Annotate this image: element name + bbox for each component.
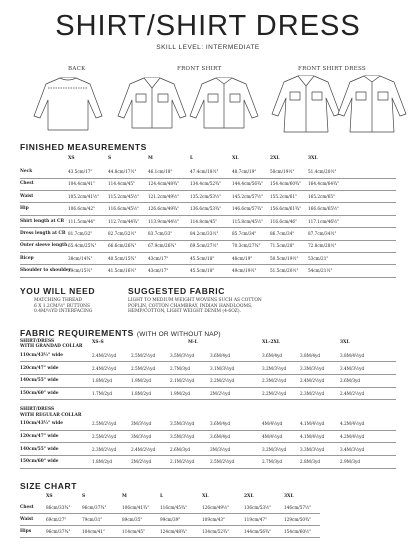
finished-cell: 115.2cm/45½" xyxy=(108,193,140,199)
requirements-cell: 2.8M/3yd xyxy=(300,459,321,465)
requirements-row-label: 140cm/55" wide xyxy=(20,446,59,452)
finished-row-label: Dress length at CB xyxy=(20,231,66,236)
finished-cell: 166.6cm/65½" xyxy=(308,206,340,212)
finished-cell: 164.4cm/64¾" xyxy=(308,181,340,187)
row-divider xyxy=(20,215,396,216)
you-will-need-heading: YOU WILL NEED xyxy=(20,286,96,296)
need-item: 0.4M/½YD INTERFACING xyxy=(34,309,93,314)
view-label-front-shirt: FRONT SHIRT xyxy=(177,66,222,72)
requirements-cell: 2M/2½yd xyxy=(131,459,152,465)
requirements-cell: 4M/4½yd xyxy=(262,421,283,427)
finished-cell: 70.3cm/27¾" xyxy=(232,243,261,249)
size-chart-cell: 136cm/53½" xyxy=(244,505,272,510)
requirements-group-title: SHIRT/DRESS xyxy=(20,339,55,344)
row-divider xyxy=(20,537,320,538)
finished-cell: 134.4cm/52¾" xyxy=(190,181,222,187)
size-chart-header: XS xyxy=(46,494,53,499)
finished-cell: 69.5cm/27½" xyxy=(190,243,219,249)
size-chart-heading: SIZE CHART xyxy=(20,481,77,491)
requirements-cell: 1.8M/2yd xyxy=(92,459,113,465)
requirements-cell: 1.7M/2yd xyxy=(92,390,113,396)
finished-cell: 145.2cm/57½" xyxy=(232,193,264,199)
requirements-cell: 2.3M/2½yd xyxy=(262,378,287,384)
requirements-cell: 2.3M/2½yd xyxy=(92,446,117,452)
finished-row-label: Outer sleeve length xyxy=(20,243,68,249)
finished-row-label: Shirt length at CB xyxy=(20,218,65,224)
row-divider xyxy=(20,374,396,375)
requirements-cell: 2.5M/2½yd xyxy=(210,459,235,465)
requirements-cell: 2.5M/2½yd xyxy=(92,434,117,439)
suggested-fabric-heading: SUGGESTED FABRIC xyxy=(128,286,225,296)
finished-cell: 112.7cm/44¾" xyxy=(108,218,140,224)
finished-cell: 48.7cm/19" xyxy=(232,169,257,174)
requirements-cell: 2.4M/2½yd xyxy=(92,365,117,371)
finished-cell: 66.6cm/26¾" xyxy=(108,243,137,249)
fabric-requirements-note: (WITH OR WITHOUT NAP) xyxy=(136,331,221,338)
row-divider xyxy=(20,227,396,228)
finished-cell: 54cm/21½" xyxy=(308,268,333,274)
finished-size-header: L xyxy=(190,156,194,161)
requirements-cell: 2.4M/2½yd xyxy=(340,390,365,396)
finished-cell: 84.2cm/33½" xyxy=(190,231,219,236)
finished-cell: 165.2cm/65" xyxy=(308,193,335,199)
size-chart-cell: 96cm/37¾" xyxy=(46,529,71,534)
finished-cell: 45.5cm/18" xyxy=(190,255,215,261)
finished-cell: 50.5cm/19½" xyxy=(270,255,299,261)
size-chart-row-label: Waist xyxy=(20,517,34,522)
row-divider xyxy=(20,442,396,443)
finished-cell: 156.6cm/61¾" xyxy=(270,206,302,212)
finished-row-label: Chest xyxy=(20,181,34,187)
requirements-cell: 4.1M/4½yd xyxy=(300,421,325,427)
requirements-cell: 2.7M/3yd xyxy=(262,459,283,465)
requirements-cell: 3.2M/3½yd xyxy=(262,446,287,452)
requirements-cell: 2.6M/3yd xyxy=(170,446,191,452)
size-chart-cell: 86cm/33¾" xyxy=(46,505,71,510)
requirements-cell: 1.8M/2yd xyxy=(131,390,152,396)
requirements-cell: 3.5M/3½yd xyxy=(170,434,195,439)
requirements-row-label: 150cm/60" wide xyxy=(20,390,59,396)
finished-cell: 85.7cm/34" xyxy=(232,231,257,236)
requirements-group-title: WITH REGULAR COLLAR xyxy=(20,412,82,418)
page-title: SHIRT/SHIRT DRESS xyxy=(55,10,361,42)
fabric-requirements-heading xyxy=(20,328,221,338)
garment-illustrations xyxy=(18,72,408,134)
row-divider xyxy=(20,399,396,400)
row-divider xyxy=(20,455,396,456)
requirements-cell: 2.4M/2½yd xyxy=(300,378,325,384)
finished-cell: 40.5cm/15¾" xyxy=(108,255,137,261)
requirements-cell: 3.6M/4yd xyxy=(210,353,231,358)
requirements-row-label: 140cm/55" wide xyxy=(20,378,59,384)
finished-size-header: 2XL xyxy=(270,156,280,161)
size-chart-cell: 126cm/49½" xyxy=(202,505,230,510)
requirements-size-header: XS-S xyxy=(92,340,104,345)
shirt-back-illustration xyxy=(34,78,102,130)
requirements-cell: 2.5M/2½yd xyxy=(92,421,117,427)
finished-cell: 105.2cm/41½" xyxy=(68,193,100,199)
requirements-size-header: M-L xyxy=(188,340,198,345)
requirements-cell: 2.1M/2½yd xyxy=(170,459,195,465)
row-divider xyxy=(20,202,396,203)
size-chart-cell: 96cm/37¾" xyxy=(82,505,107,510)
finished-cell: 111.5cm/44" xyxy=(68,218,95,224)
requirements-cell: 4.1M/4½yd xyxy=(300,434,325,439)
finished-size-header: S xyxy=(108,156,112,161)
requirements-cell: 2.5M/2½yd xyxy=(131,365,156,371)
size-chart-cell: 129cm/50¾" xyxy=(284,517,312,522)
requirements-size-header: 3XL xyxy=(340,340,350,345)
finished-cell: 53cm/21" xyxy=(308,255,329,261)
front-shirt-dress-illustration-1 xyxy=(272,76,340,132)
finished-cell: 38cm/14¾" xyxy=(68,255,93,261)
size-chart-row-label: Chest xyxy=(20,505,34,510)
finished-cell: 124.4cm/48¾" xyxy=(148,181,180,187)
finished-cell: 82.7cm/32½" xyxy=(108,231,137,236)
size-chart-cell: 109cm/43" xyxy=(202,517,225,522)
finished-size-header: XL xyxy=(232,156,239,161)
finished-cell: 50cm/19½" xyxy=(270,169,295,174)
fabric-requirements-title: FABRIC REQUIREMENTS xyxy=(20,328,134,338)
size-chart-header: S xyxy=(82,494,86,499)
finished-cell: 49cm/19½" xyxy=(232,268,257,274)
finished-cell: 136.6cm/53¾" xyxy=(190,206,222,212)
requirements-cell: 3.4M/3½yd xyxy=(340,446,365,452)
finished-cell: 43cm/17" xyxy=(148,268,169,274)
requirements-cell: 3M/3½yd xyxy=(131,421,152,427)
finished-cell: 39cm/15½" xyxy=(68,268,93,274)
skill-level: SKILL LEVEL: INTERMEDIATE xyxy=(156,44,260,51)
requirements-row-label: 110cm/43½" wide xyxy=(20,353,63,358)
requirements-cell: 2.3M/2½yd xyxy=(300,390,325,396)
row-divider xyxy=(20,525,320,526)
requirements-row-label: 120cm/47" wide xyxy=(20,365,59,371)
finished-cell: 104.4cm/41" xyxy=(68,181,95,187)
finished-cell: 154.4cm/60¾" xyxy=(270,181,302,187)
requirements-row-label: 110cm/43½" wide xyxy=(20,421,63,427)
finished-size-header: M xyxy=(148,156,153,161)
front-shirt-illustration-1 xyxy=(118,78,186,128)
requirements-group-title: SHIRT/DRESS xyxy=(20,407,55,413)
requirements-cell: 1.8M/2yd xyxy=(92,378,113,384)
view-label-front-shirt-dress: FRONT SHIRT DRESS xyxy=(298,66,366,72)
requirements-cell: 3M/3½yd xyxy=(131,434,152,439)
requirements-cell: 3.6M/4yd xyxy=(210,421,231,427)
finished-cell: 67.9cm/26¾" xyxy=(148,243,177,249)
size-chart-cell: 89cm/35" xyxy=(122,517,143,522)
requirements-cell: 3.8M/4½yd xyxy=(340,353,365,358)
finished-cell: 45.5cm/18" xyxy=(190,268,215,274)
row-divider xyxy=(20,361,396,362)
fabric-line: POPLIN, COTTON CHAMBRAY, INDIAN HANDLOOMS, xyxy=(128,303,253,309)
finished-cell: 146.6cm/57¾" xyxy=(232,206,264,212)
row-divider xyxy=(20,468,396,469)
size-chart-header: 2XL xyxy=(244,494,254,499)
requirements-cell: 3.6M/4yd xyxy=(210,434,231,439)
size-chart-cell: 146cm/57½" xyxy=(284,505,312,510)
row-divider xyxy=(20,240,396,241)
requirements-cell: 3.3M/3½yd xyxy=(300,446,325,452)
finished-cell: 65.4cm/25¾" xyxy=(68,243,97,249)
view-label-back: BACK xyxy=(68,66,86,72)
finished-cell: 48cm/19" xyxy=(232,255,253,261)
finished-cell: 81.7cm/32" xyxy=(68,231,93,236)
finished-cell: 86.7cm/34" xyxy=(270,231,295,236)
finished-cell: 51.4cm/20½" xyxy=(308,169,337,174)
finished-cell: 121.2cm/49½" xyxy=(148,193,180,199)
requirements-cell: 1.9M/2yd xyxy=(170,390,191,396)
size-chart-cell: 69cm/27" xyxy=(46,517,67,522)
finished-cell: 51.5cm/20½" xyxy=(270,268,299,274)
size-chart-row-label: Hips xyxy=(20,529,32,534)
finished-cell: 113.9cm/44½" xyxy=(148,218,180,224)
fabric-line: LIGHT TO MEDIUM WEIGHT WOVENS SUCH AS COTTON xyxy=(128,298,262,303)
finished-cell: 115.8cm/45½" xyxy=(232,218,264,224)
size-chart-header: M xyxy=(122,494,127,499)
row-divider xyxy=(20,277,396,278)
size-chart-cell: 106cm/41¾" xyxy=(122,505,150,510)
requirements-cell: 3.5M/3½yd xyxy=(170,421,195,427)
requirements-cell: 3M/3½yd xyxy=(210,446,231,452)
fabric-line: HEMP/COTTON, LIGHT WEIGHT DENIM (4-6OZ). xyxy=(128,309,241,314)
finished-cell: 144.4cm/56¾" xyxy=(232,181,264,187)
finished-size-header: 3XL xyxy=(308,156,318,161)
finished-cell: 43cm/17" xyxy=(148,255,169,261)
row-divider xyxy=(20,178,396,179)
finished-row-label: Hip xyxy=(20,206,29,212)
size-chart-header: L xyxy=(160,494,164,499)
size-chart-cell: 154cm/60½" xyxy=(284,529,312,534)
size-chart-cell: 119cm/47" xyxy=(244,517,267,522)
finished-cell: 46.1cm/18" xyxy=(148,169,173,174)
finished-measurements-heading: FINISHED MEASUREMENTS xyxy=(20,142,147,152)
requirements-cell: 2.2M/2½yd xyxy=(262,390,287,396)
front-shirt-dress-illustration-2 xyxy=(338,76,406,132)
finished-cell: 155.2cm/61" xyxy=(270,193,297,199)
finished-row-label: Shoulder to shoulder xyxy=(20,268,71,274)
requirements-cell: 3.4M/3½yd xyxy=(340,365,365,371)
requirements-cell: 4.2M/4½yd xyxy=(340,434,365,439)
finished-cell: 126.6cm/49¾" xyxy=(148,206,180,212)
requirements-cell: 1.9M/2yd xyxy=(131,378,152,384)
size-chart-cell: 116cm/45¾" xyxy=(160,505,188,510)
requirements-row-label: 120cm/47" wide xyxy=(20,434,59,439)
finished-cell: 135.2cm/53½" xyxy=(190,193,222,199)
requirements-cell: 2.5M/2½yd xyxy=(131,353,156,358)
requirements-cell: 4M/4½yd xyxy=(262,434,283,439)
requirements-cell: 2.1M/2½yd xyxy=(170,378,195,384)
finished-cell: 106.6cm/42" xyxy=(68,206,95,212)
size-chart-cell: 99cm/39" xyxy=(160,517,181,522)
requirements-cell: 3.1M/3½yd xyxy=(210,365,235,371)
finished-row-label: Waist xyxy=(20,193,34,199)
finished-cell: 41.5cm/16½" xyxy=(108,268,137,274)
requirements-cell: 2M/2½yd xyxy=(210,390,231,396)
requirements-cell: 2.4M/2½yd xyxy=(92,353,117,358)
finished-cell: 47.4cm/18½" xyxy=(190,169,219,174)
requirements-cell: 4.2M/4½yd xyxy=(340,421,365,427)
finished-cell: 72.8cm/28½" xyxy=(308,243,337,249)
size-chart-header: XL xyxy=(202,494,209,499)
size-chart-cell: 104cm/41" xyxy=(82,529,105,534)
requirements-cell: 3.8M/4yd xyxy=(300,353,321,358)
size-chart-header: 3XL xyxy=(284,494,294,499)
finished-row-label: Neck xyxy=(20,169,33,174)
finished-cell: 87.7cm/34½" xyxy=(308,231,337,236)
front-shirt-illustration-2 xyxy=(190,78,258,128)
row-divider xyxy=(20,264,396,265)
finished-cell: 83.7cm/33" xyxy=(148,231,173,236)
requirements-cell: 2.9M/3yd xyxy=(340,459,361,465)
size-chart-cell: 124cm/48¾" xyxy=(160,529,188,534)
finished-cell: 114.4cm/45" xyxy=(108,181,135,187)
size-chart-cell: 114cm/45" xyxy=(122,529,145,534)
finished-cell: 116.6cm/45½" xyxy=(108,206,140,212)
row-divider xyxy=(20,513,320,514)
requirements-group-title: WITH GRANDAD COLLAR xyxy=(20,344,83,350)
size-chart-cell: 134cm/52¾" xyxy=(202,529,230,534)
requirements-cell: 2.2M/2½yd xyxy=(210,378,235,384)
requirements-cell: 3.2M/3½yd xyxy=(262,365,287,371)
finished-cell: 43.5cm/17" xyxy=(68,169,93,174)
finished-cell: 117.1cm/46½" xyxy=(308,218,340,224)
finished-cell: 44.8cm/17½" xyxy=(108,169,137,174)
finished-row-label: Bicep xyxy=(20,255,34,261)
finished-size-header: XS xyxy=(68,156,75,161)
row-divider xyxy=(20,387,396,388)
requirements-cell: 3.6M/4yd xyxy=(262,353,283,358)
requirements-cell: 3.5M/3½yd xyxy=(170,353,195,358)
finished-cell: 71.5cm/28" xyxy=(270,243,295,249)
requirements-cell: 2.6M/3yd xyxy=(340,378,361,384)
requirements-cell: 3.3M/3½yd xyxy=(300,365,325,371)
size-chart-cell: 79cm/31" xyxy=(82,517,103,522)
need-item: MATCHING THREAD xyxy=(34,298,82,303)
row-divider xyxy=(20,252,396,253)
finished-cell: 114.8cm/45" xyxy=(190,218,217,224)
requirements-cell: 2.7M/3yd xyxy=(170,365,191,371)
finished-cell: 116.6cm/46" xyxy=(270,218,297,224)
size-chart-cell: 144cm/56¾" xyxy=(244,529,272,534)
requirements-row-label: 150cm/60" wide xyxy=(20,459,59,465)
requirements-cell: 2.4M/2½yd xyxy=(131,446,156,452)
need-item: 6 X 1.2CM/½" BUTTONS xyxy=(34,303,91,309)
requirements-size-header: XL-2XL xyxy=(262,340,280,345)
row-divider xyxy=(20,190,396,191)
row-divider xyxy=(20,430,396,431)
